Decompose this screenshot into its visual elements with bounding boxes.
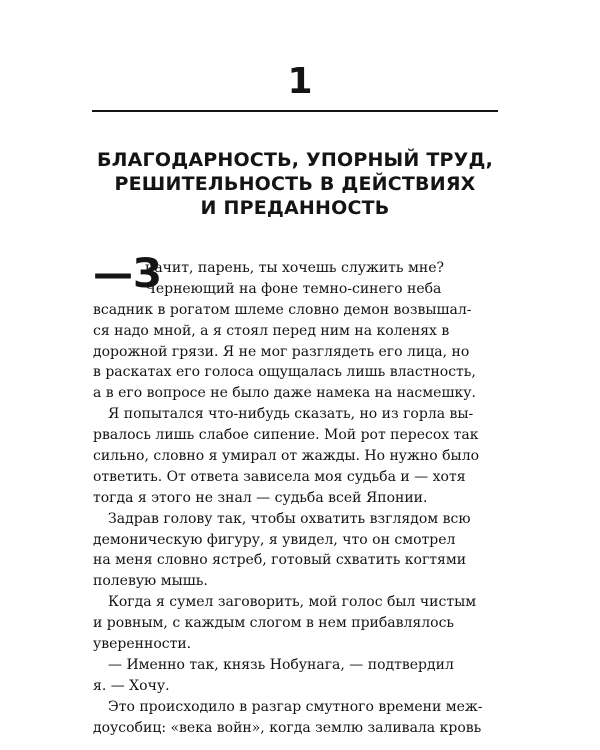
chapter-title-line: И ПРЕДАННОСТЬ [200,197,390,219]
text-line: а в его вопросе не было даже намека на насмешку. [93,385,476,402]
text-line: ся надо мной, а я стоял перед ним на коленях в [93,322,450,339]
text-line: — Именно так, князь Нобунага, — подтвердил [108,656,454,673]
text-line: Я попытался что-нибудь сказать, но из горла вы- [108,406,474,423]
chapter-divider [92,110,498,112]
chapter-title-line: РЕШИТЕЛЬНОСТЬ В ДЕЙСТВИЯХ [114,173,476,195]
chapter-body [93,251,498,738]
text-line: Чернеющий на фоне темно-синего неба [145,280,442,297]
text-line: демоническую фигуру, я увидел, что он смотрел [93,531,456,548]
text-line: Это происходило в разгар смутного времени меж- [108,698,483,715]
text-line: рвалось лишь слабое сипение. Мой рот пересох так [93,427,479,444]
text-line: уверенности. [93,636,192,653]
chapter-number: 1 [287,61,313,102]
chapter-title-line: БЛАГОДАРНОСТЬ, УПОРНЫЙ ТРУД, [96,149,494,171]
text-line: дорожной грязи. Я не мог разглядеть его лица, но [93,343,470,360]
text-line: Задрав голову так, чтобы охватить взглядом всю [108,510,471,527]
paragraph-1 [93,251,498,300]
text-line: Когда я сумел заговорить, мой голос был чистым [108,594,477,611]
text-line: на меня словно ястреб, готовый схватить когтями [93,552,467,569]
chapter-title [88,148,502,220]
drop-cap: —З [93,251,162,297]
text-line: начит, парень, ты хочешь служить мне? [145,260,444,276]
text-line: доусобиц: «века войн», когда землю заливала кровь [93,719,482,736]
text-line: сильно, словно я умирал от жажды. Но нужно было [93,448,480,465]
text-line: я. — Хочу. [93,677,170,694]
text-line: и ровным, с каждым слогом в нем прибавлялось [93,615,455,632]
text-line: ответить. От ответа зависела моя судьба и — хотя [93,468,466,485]
text-line: тогда я этого не знал — судьба всей Японии. [93,489,428,506]
text-line: в раскатах его голоса ощущалась лишь властность, [93,364,476,381]
text-line: полевую мышь. [93,573,208,590]
text-line: всадник в рогатом шлеме словно демон возвышал- [93,301,472,318]
